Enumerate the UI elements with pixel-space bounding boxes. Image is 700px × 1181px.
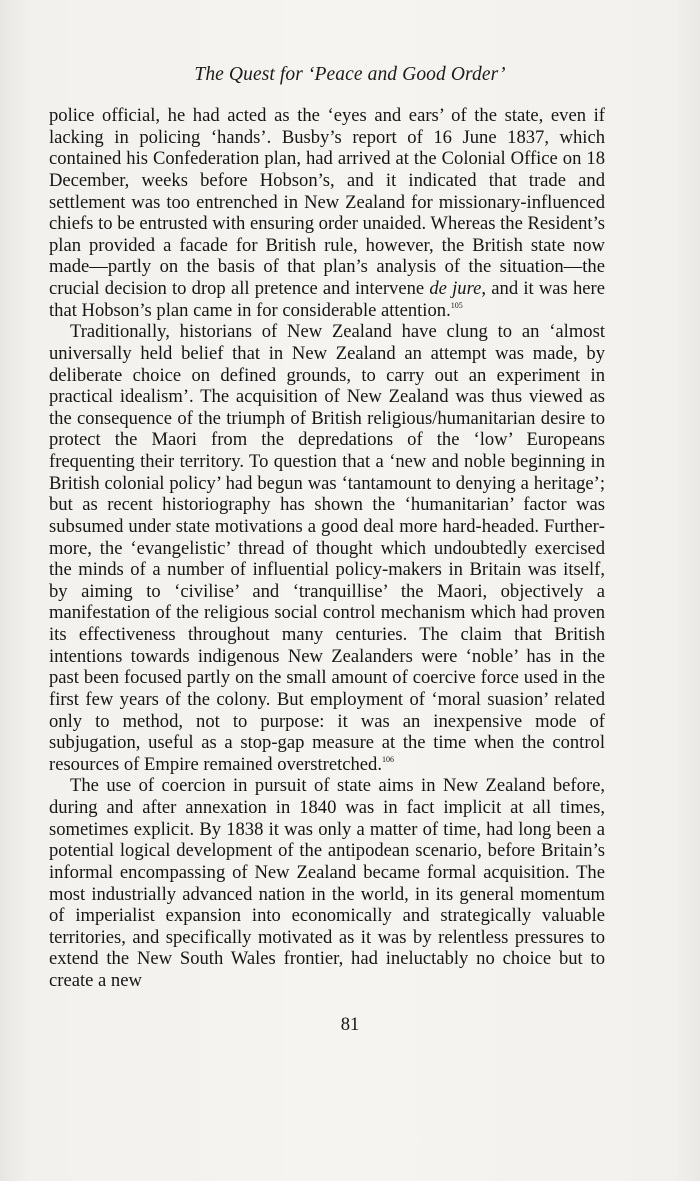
running-head: The Quest for ‘Peace and Good Order’ — [194, 64, 506, 85]
paragraph-2 — [49, 321, 605, 775]
body-text — [49, 105, 605, 992]
paragraph-3-text: The use of coercion in pursuit of state aims in New Zealand before, during and after annexation in 1840 was in fact implicit at all times, sometimes explicit. By 1838 it was only a matter of time, had long been a potential logical development of the antipodean scenario, before Britain’s informal encompassing of New Zealand became formal acquisition. The most industrially advanced nation in the world, in its general momentum of imperialist expansion into economically and strategically valuable territories, and specifically motivated as it was by relentless pressures to extend the New South Wales frontier, had ineluctably no choice but to create a new — [49, 775, 605, 991]
paragraph-1-text-end: , and it was here that Hobson’s plan came in for considerable attention. — [49, 278, 605, 321]
footnote-ref: 105 — [450, 300, 463, 310]
footnote-ref: 106 — [382, 754, 394, 764]
page-number: 81 — [340, 1014, 360, 1035]
paragraph-1 — [49, 105, 605, 321]
paragraph-3 — [49, 775, 605, 991]
paragraph-1-italic: de jure — [429, 278, 482, 299]
paragraph-1-text: police official, he had acted as the ‘eyes and ears’ of the state, even if lacking in policing ‘hands’. Busby’s report of 16 June 1837, which contained his Confederation plan, had arrived at the Colonial Office on 18 December, weeks before Hobson’s, and it indicated that trade and settlement was too entrenched in New Zealand for missionary-influenced chiefs to be entrusted with ensuring order unaided. Whereas the Resident’s plan provided a facade for British rule, however, the British state now made—partly on the basis of that plan’s analysis of the situation—the crucial decision to drop all pretence and intervene — [49, 105, 605, 299]
paragraph-2-text: Traditionally, historians of New Zealand have clung to an ‘almost universally held belief that in New Zealand an attempt was made, by deliberate choice on defined grounds, to carry out an experiment in practical idealism’. The acquisition of New Zealand was thus viewed as the consequence of the triumph of British religious/humanitarian desire to protect the Maori from the depredations of the ‘low’ Europeans frequenting their territory. To question that a ‘new and noble beginning in British colonial policy’ had begun was ‘tantamount to denying a heritage’; but as recent historiography has shown the ‘humanitarian’ factor was subsumed under state motivations a good deal more hard-headed. Furthermore, the ‘evangelistic’ thread of thought which undoubtedly exercised the minds of a number of influential policy-makers in Britain was itself, by aiming to ‘civilise’ and ‘tranquillise’ the Maori, objectively a manifestation of the religious social control mechanism which had proven its effectiveness throughout many centuries. The claim that British intentions towards indigenous New Zealanders were ‘noble’ has in the past been focused partly on the small amount of coercive force used in the first few years of the colony. But employment of ‘moral suasion’ related only to method, not to purpose: it was an inexpensive mode of subjugation, useful as a stop-gap measure at the time when the control resources of Empire remained overstretched. — [49, 321, 605, 775]
